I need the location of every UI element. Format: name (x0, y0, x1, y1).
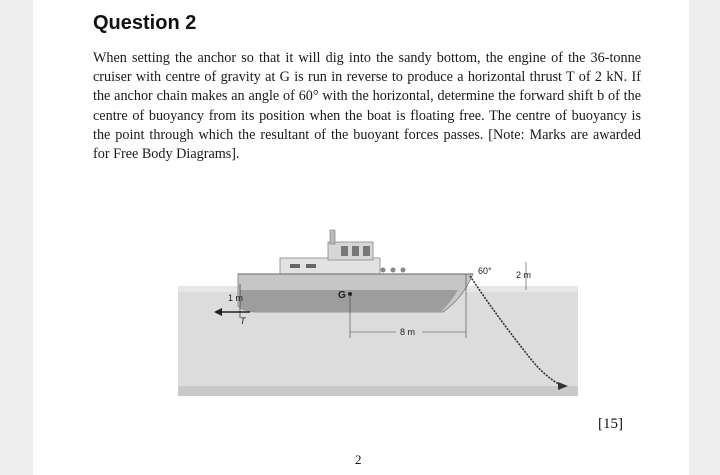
page-number: 2 (355, 452, 362, 467)
document-page (33, 0, 689, 475)
thrust-label: T (240, 316, 246, 326)
sandy-bottom (178, 386, 578, 396)
angle-label: 60° (478, 266, 492, 276)
marks-label: [15] (598, 416, 623, 432)
porthole (381, 268, 386, 273)
gravity-label: G (338, 290, 346, 301)
cabin-window (290, 264, 300, 268)
wheelhouse-window (352, 246, 359, 256)
question-heading: Question 2 (93, 12, 197, 34)
question-text: When setting the anchor so that it will dig into the sandy bottom, the engine of the 36-tonne cruiser with centre of gravity at G is run in reverse to produce a horizontal thrust T of 2 kN. If the anchor chain makes an angle of 60° with the horizontal, determine the forward shift b of the centre of buoyancy from its position when the boat is floating free. The centre of buoyancy is the point through which the resultant of the buoyant forces passes. [Note: Marks are awarded for Free Body Diagrams]. (93, 50, 641, 163)
boat-diagram (178, 228, 578, 400)
wheelhouse-window (363, 246, 370, 256)
height-label: 2 m (516, 270, 532, 280)
length-label: 8 m (400, 327, 416, 337)
depth-label: 1 m (228, 293, 244, 303)
boat-figure (178, 228, 578, 400)
porthole (401, 268, 406, 273)
wheelhouse-window (341, 246, 348, 256)
cabin-window (306, 264, 316, 268)
porthole (391, 268, 396, 273)
boat-mast (330, 230, 335, 244)
